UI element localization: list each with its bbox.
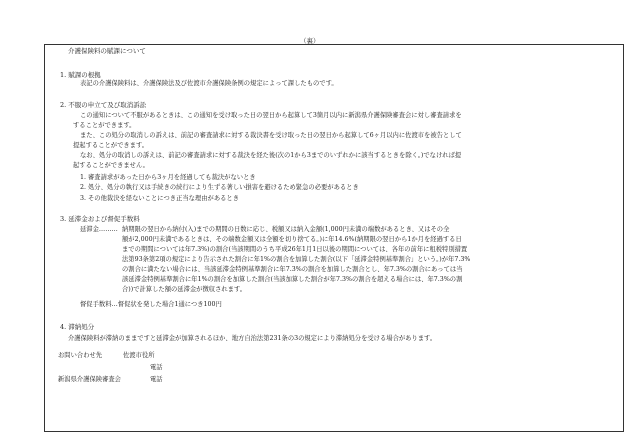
contact-label: お問い合わせ先 bbox=[58, 352, 103, 359]
document-title: 介護保険料の賦課について bbox=[68, 47, 146, 55]
section-2-item: 3. その他裁決を経ないことにつき正当な理由があるとき bbox=[80, 195, 240, 202]
section-2-item: 1. 審査請求があった日から3ヶ月を経過しても裁決がないとき bbox=[80, 174, 256, 181]
late-fee-line: 額が2,000円未満であるときは、その端数金額又は全額を切り捨てる。)に年14.6%(納期限の翌日から1か月を経過する日 bbox=[122, 236, 462, 243]
late-fee-line: の割合に満たない場合には、当該延滞金特例基準割合に年7.3%の割合を加算した割合とし、年7.3%の割合にあっては当 bbox=[122, 266, 463, 273]
section-1-text: 表記の介護保険料は、介護保険法及び佐渡市介護保険条例の規定によって課したものです。 bbox=[80, 80, 338, 87]
section-2-line: なお、処分の取消しの訴えは、前記の審査請求に対する裁決を経た後(次の1から3までのいずれかに該当するときを除く。)でなければ提 bbox=[80, 152, 462, 159]
section-2-line: することができます。 bbox=[73, 122, 136, 129]
section-3-heading: 3. 延滞金および督促手数料 bbox=[60, 215, 140, 223]
contact-org-2: 新潟県介護保険審査会 bbox=[58, 376, 121, 383]
section-4-heading: 4. 滞納処分 bbox=[60, 323, 95, 331]
section-2-line: この通知について不服があるときは、この通知を受け取った日の翌日から起算して3箇月以内に新潟県介護保険審査会に対し審査請求を bbox=[80, 112, 462, 119]
contact-org-1: 佐渡市役所 bbox=[123, 352, 155, 359]
section-2-line: 起することができません。 bbox=[73, 162, 149, 169]
contact-phone-1: 電話 bbox=[150, 364, 163, 371]
section-4-text: 介護保険料が滞納のままですと延滞金が加算されるほか、地方自治法第231条の3の規定により滞納処分を受ける場合があります。 bbox=[68, 335, 437, 342]
reminder-fee: 督促手数料…督促状を発した場合1通につき100円 bbox=[80, 301, 222, 308]
contact-phone-2: 電話 bbox=[150, 376, 163, 383]
late-fee-label: 延滞金……… bbox=[80, 226, 118, 233]
late-fee-line: までの期間については年7.3%)の割合(当該期間のうち平成26年1月1日以後の期間については、各年の前年に租税特別措置 bbox=[122, 246, 468, 253]
section-1-heading: 1. 賦課の根拠 bbox=[60, 71, 101, 79]
side-label: （裏） bbox=[300, 37, 320, 45]
section-2-item: 2. 処分、処分の執行又は手続きの続行により生ずる著しい損害を避けるため緊急の必要があるとき bbox=[80, 184, 359, 191]
late-fee-line: 合))で計算した額の延滞金が徴収されます。 bbox=[122, 286, 247, 293]
section-2-heading: 2. 不服の申立て及び取消訴訟 bbox=[60, 101, 147, 109]
late-fee-line: 該延滞金特例基準割合に年1%の割合を加算した割合(当該加算した割合が年7.3%の割合を超える場合には、年7.3%の割 bbox=[122, 276, 463, 283]
late-fee-line: 法第93条第2項の規定により告示された割合に年1%の割合を加算した割合(以下「延滞金特例基準割合」という。)が年7.3% bbox=[122, 256, 471, 263]
section-2-line: また、この処分の取消しの訴えは、前記の審査請求に対する裁決書を受け取った日の翌日から起算して6ヶ月以内に佐渡市を被告として bbox=[80, 132, 462, 139]
section-2-line: 提起することができます。 bbox=[73, 142, 149, 149]
late-fee-line: 納期限の翌日から納付(入)までの期間の日数に応じ、税額又は納入金額(1,000円未満の端数があるとき、又はその全 bbox=[122, 226, 450, 233]
